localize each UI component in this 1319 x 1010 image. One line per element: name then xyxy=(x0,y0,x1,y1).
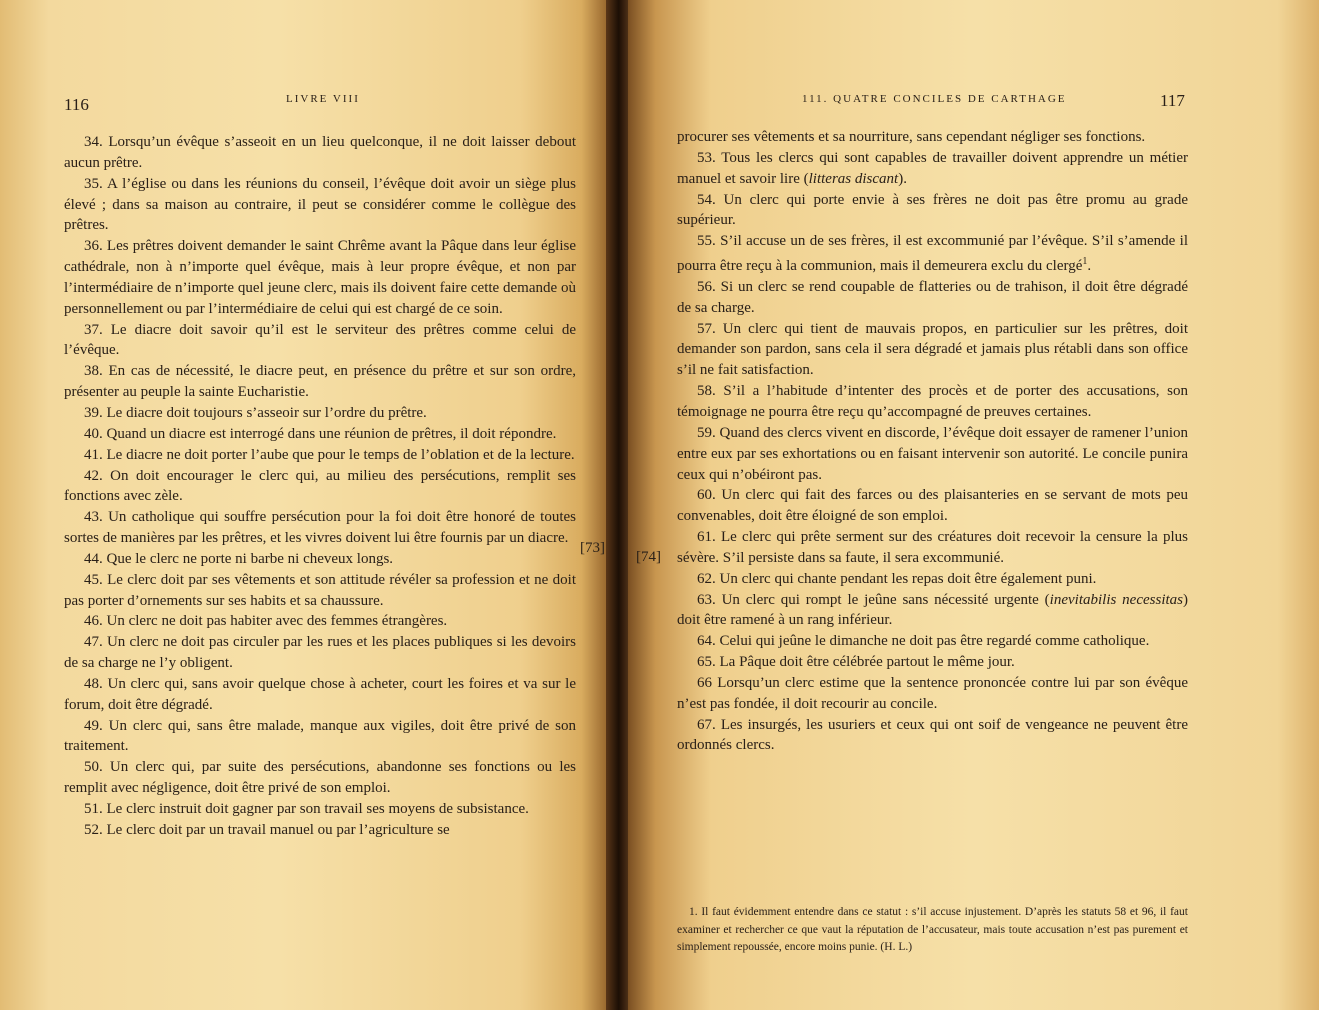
paragraph-45: 45. Le clerc doit par ses vêtements et son attitude révéler sa profession et ne doit pas porter d’ornements sur ses habits et sa chaussure. xyxy=(64,571,576,609)
right-page xyxy=(628,0,1319,1010)
paragraph-64: 64. Celui qui jeûne le dimanche ne doit pas être regardé comme catholique. xyxy=(697,633,1150,650)
paragraph-51: 51. Le clerc instruit doit gagner par son travail ses moyens de subsistance. xyxy=(84,801,529,817)
latin-phrase: inevitabilis necessitas xyxy=(1049,591,1183,608)
paragraph-36: 36. Les prêtres doivent demander le saint Chrême avant la Pâque dans leur église cathédrale, non à n’importe quel évêque, mais à leur propre évêque, et non par l’intermédiaire de n’importe quel jeune clerc, mais ils doivent faire cette demande où personnellement ou par l’intermédiaire de celui qui est chargé de ce soin. xyxy=(64,238,576,317)
paragraph-66: 66 Lorsqu’un clerc estime que la sentence prononcée contre lui par son évêque n’est pas fondée, il doit recourir au concile. xyxy=(677,674,1188,712)
paragraph-58: 58. S’il a l’habitude d’intenter des procès et de porter des accusations, son témoignage ne pourra être reçu qu’accompagné de preuves certaines. xyxy=(677,383,1188,420)
running-head-left: LIVRE VIII xyxy=(286,93,360,105)
paragraph-40: 40. Quand un diacre est interrogé dans une réunion de prêtres, il doit répondre. xyxy=(84,425,557,442)
paragraph-46: 46. Un clerc ne doit pas habiter avec des femmes étrangères. xyxy=(84,613,448,630)
paragraph-50: 50. Un clerc qui, par suite des persécutions, abandonne ses fonctions ou les remplit avec négligence, doit être privé de son emploi. xyxy=(64,759,576,797)
paragraph-56: 56. Si un clerc se rend coupable de flatteries ou de trahison, il doit être dégradé de sa charge. xyxy=(677,278,1188,316)
page-number-left: 116 xyxy=(64,95,89,114)
right-text-column xyxy=(677,127,1188,756)
paragraph-61: 61. Le clerc qui prête serment sur des créatures doit recevoir la censure la plus sévère. S’il persiste dans sa faute, il sera excommunié. xyxy=(677,529,1188,566)
paragraph-57: 57. Un clerc qui tient de mauvais propos, en particulier sur les prêtres, doit demander son pardon, sans cela il sera dégradé et jamais plus rétabli dans son office s’il ne fait satisfaction. xyxy=(677,320,1188,379)
running-head-right: 111. QUATRE CONCILES DE CARTHAGE xyxy=(802,93,1067,105)
paragraph-35: 35. A l’église ou dans les réunions du conseil, l’évêque doit avoir un siège plus élevé ; dans sa maison au contraire, il peut se considérer comme le collègue des prêtres. xyxy=(64,175,576,234)
marginal-note-left: [73] xyxy=(580,540,605,556)
paragraph-44: 44. Que le clerc ne porte ni barbe ni cheveux longs. xyxy=(84,550,394,567)
paragraph-63: 63. Un clerc qui rompt le jeûne sans nécessité urgente (inevitabilis necessitas) doit être ramené à un rang inférieur. xyxy=(677,591,1188,629)
paragraph-39: 39. Le diacre doit toujours s’asseoir sur l’ordre du prêtre. xyxy=(84,404,427,421)
left-text-column xyxy=(64,132,576,841)
paragraph-67: 67. Les insurgés, les usuriers et ceux qui ont soif de vengeance ne peuvent être ordonnés clercs. xyxy=(677,716,1188,754)
paragraph-52: 52. Le clerc doit par un travail manuel ou par l’agriculture se xyxy=(84,821,450,838)
paragraph-38: 38. En cas de nécessité, le diacre peut, en présence du prêtre et sur son ordre, présenter au peuple la sainte Eucharistie. xyxy=(64,363,576,401)
paragraph-34: 34. Lorsqu’un évêque s’asseoit en un lieu quelconque, il ne doit laisser debout aucun prêtre. xyxy=(64,134,576,171)
paragraph-41: 41. Le diacre ne doit porter l’aube que pour le temps de l’oblation et de la lecture. xyxy=(84,446,575,463)
page-number-right: 117 xyxy=(1160,91,1185,110)
paragraph-42: 42. On doit encourager le clerc qui, au milieu des persécutions, remplit ses fonctions avec zèle. xyxy=(64,467,576,505)
paragraph-43: 43. Un catholique qui souffre persécution pour la foi doit être honoré de toutes sortes de manières par les prêtres, et les vivres doivent lui être fournis par un diacre. xyxy=(64,509,576,547)
paragraph-49: 49. Un clerc qui, sans être malade, manque aux vigiles, doit être privé de son traitement. xyxy=(64,717,576,755)
paragraph-37: 37. Le diacre doit savoir qu’il est le serviteur des prêtres comme celui de l’évêque. xyxy=(64,321,576,359)
paragraph-60: 60. Un clerc qui fait des farces ou des plaisanteries en se servant de mots peu convenables, doit être éloigné de son emploi. xyxy=(677,487,1188,525)
left-page xyxy=(0,0,612,1010)
paragraph-62: 62. Un clerc qui chante pendant les repas doit être également puni. xyxy=(697,570,1097,587)
paragraph-52-continuation: procurer ses vêtements et sa nourriture, sans cependant négliger ses fonctions. xyxy=(677,129,1146,145)
paragraph-48: 48. Un clerc qui, sans avoir quelque chose à acheter, court les foires et va sur le forum, doit être dégradé. xyxy=(64,675,576,713)
paragraph-47: 47. Un clerc ne doit pas circuler par les rues et les places publiques si les devoirs de sa charge ne l’y obligent. xyxy=(64,634,576,672)
footnote-ref: 1 xyxy=(1082,256,1088,268)
paragraph-53: 53. Tous les clercs qui sont capables de travailler doivent apprendre un métier manuel et savoir lire (litteras discant). xyxy=(677,149,1188,187)
paragraph-59: 59. Quand des clercs vivent en discorde, l’évêque doit essayer de ramener l’union entre eux par ses exhortations ou en faisant intervenir son autorité. Le concile punira ceux qui n’obéiront pas. xyxy=(677,424,1188,483)
paragraph-54: 54. Un clerc qui porte envie à ses frères ne doit pas être promu au grade supérieur. xyxy=(677,191,1188,229)
latin-phrase: litteras discant xyxy=(808,170,899,187)
marginal-note-right: [74] xyxy=(636,549,661,565)
footnote-block xyxy=(677,904,1188,957)
footnote-1: 1. Il faut évidemment entendre dans ce statut : s’il accuse injustement. D’après les statuts 58 et 96, il faut examiner et rechercher ce que vaut la réputation de l’accusateur, mais toute accusation n’est pas purement et simplement repoussée, encore moins punie. (H. L.) xyxy=(677,906,1188,953)
paragraph-55: 55. S’il accuse un de ses frères, il est excommunié par l’évêque. S’il s’amende il pourra être reçu à la communion, mais il demeurera exclu du clergé$^1$. xyxy=(677,233,1188,275)
paragraph-65: 65. La Pâque doit être célébrée partout le même jour. xyxy=(697,654,1015,671)
